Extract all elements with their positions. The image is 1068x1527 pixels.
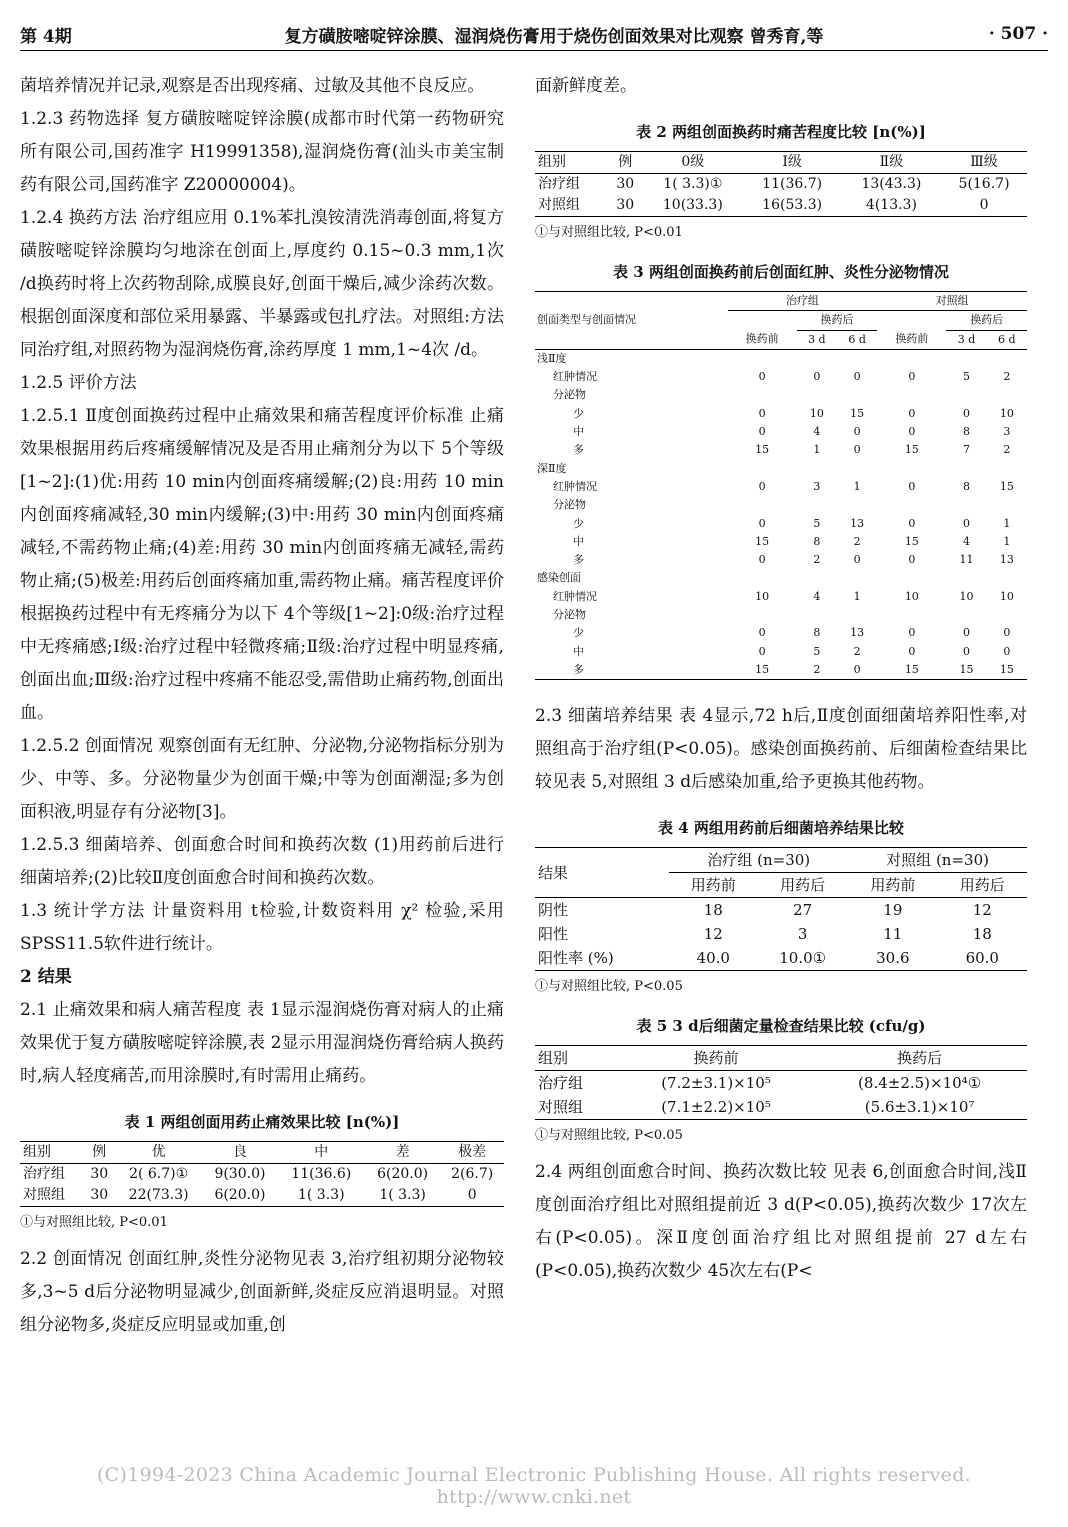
table-header: 用药后 — [959, 876, 1005, 895]
table-cell: 60.0 — [965, 949, 999, 968]
copyright-watermark: (C)1994-2023 China Academic Journal Electronic Publishing House. All rights reserved. http://www.cnki.net — [96, 1464, 972, 1508]
table-cell — [837, 460, 877, 478]
table-cell — [946, 496, 986, 514]
row-label: 分泌物 — [553, 388, 586, 402]
table-header: 0级 — [681, 154, 705, 170]
table-cell: 0 — [853, 370, 861, 384]
row-label: 红肿情况 — [553, 589, 597, 603]
table1 — [20, 1141, 504, 1207]
table-cell: 3 — [797, 925, 808, 944]
table-cell: 0 — [853, 553, 861, 567]
table-cell: 2 — [813, 553, 821, 567]
table-cell: 10 — [999, 589, 1014, 603]
table-cell: 15 — [755, 534, 770, 548]
row-label: 浅Ⅱ度 — [537, 351, 567, 365]
table-header-row — [535, 1046, 1027, 1071]
table-cell — [946, 606, 986, 624]
table-cell: 4 — [813, 425, 821, 439]
table-cell: 4 — [813, 589, 821, 603]
table-cell: 5 — [963, 370, 971, 384]
table-cell — [877, 460, 946, 478]
table-row — [535, 515, 1027, 533]
table-header: 组别 — [538, 1049, 569, 1068]
paragraph: 1.2.3 药物选择 复方磺胺嘧啶锌涂膜(成都市时代第一药物研究所有限公司,国药准字 H19991358),湿润烧伤膏(汕头市美宝制药有限公司,国药准字 Z20000004)。 — [20, 109, 504, 195]
table-header-row — [20, 1142, 504, 1164]
table-cell: 0 — [908, 479, 916, 493]
table-cell: 0 — [758, 626, 766, 640]
table-cell — [877, 496, 946, 514]
table1-caption: 表 1 两组创面用药止痛效果比较 [n(%)] — [124, 1113, 400, 1131]
table-header-row — [535, 152, 1027, 174]
table-header: 6 d — [998, 332, 1016, 346]
table-cell: 0 — [758, 553, 766, 567]
running-title: 复方磺胺嘧啶锌涂膜、湿润烧伤膏用于烧伤创面效果对比观察 曾秀育,等 — [284, 26, 824, 47]
table-header: 用药后 — [780, 876, 826, 895]
table-header: 差 — [395, 1144, 410, 1160]
table5 — [535, 1045, 1027, 1120]
table-cell: 0 — [758, 516, 766, 530]
table-header: 换药前 — [693, 1049, 739, 1068]
paragraph: 1.2.5.3 细菌培养、创面愈合时间和换药次数 (1)用药前后进行细菌培养;(2)比较Ⅱ度创面愈合时间和换药次数。 — [20, 835, 504, 888]
table-row — [535, 588, 1027, 606]
table-cell: 13(43.3) — [861, 176, 922, 192]
table-cell: 阳性 — [538, 925, 569, 944]
table-cell — [797, 569, 837, 587]
table-row — [535, 624, 1027, 642]
table2 — [535, 151, 1027, 217]
table-header: Ⅲ级 — [970, 154, 998, 170]
table-cell: 8 — [813, 626, 821, 640]
table-cell: 0 — [853, 662, 861, 676]
table3-body — [535, 349, 1027, 679]
table-cell: 2 — [813, 662, 821, 676]
table-row — [535, 606, 1027, 624]
table-row — [535, 349, 1027, 368]
table-cell: 0 — [758, 479, 766, 493]
row-label: 多 — [573, 662, 584, 676]
table-header: 例 — [618, 154, 633, 170]
paragraph: 1.3 统计学方法 计量资料用 t检验,计数资料用 χ² 检验,采用 SPSS11.5软件进行统计。 — [20, 901, 504, 954]
table-cell: 10(33.3) — [662, 197, 723, 213]
table-cell: (7.2±3.1)×10⁵ — [661, 1074, 771, 1093]
paragraph: 2.3 细菌培养结果 表 4显示,72 h后,Ⅱ度创面细菌培养阳性率,对照组高于治疗组(P<0.05)。感染创面换药前、后细菌检查结果比较见表 5,对照组 3 d后感染加重,给予更换其他药物。 — [535, 706, 1028, 793]
row-label: 分泌物 — [553, 608, 586, 622]
table-cell — [728, 349, 797, 368]
table-cell: 15 — [904, 443, 919, 457]
table-cell: 15 — [999, 662, 1014, 676]
table-header: 对照组 — [877, 292, 1027, 311]
table-cell: 0 — [908, 553, 916, 567]
table-cell: 30 — [616, 197, 635, 213]
table-row — [535, 368, 1027, 386]
table-cell — [837, 569, 877, 587]
table-row — [20, 1164, 504, 1186]
table-cell: 0 — [908, 406, 916, 420]
table-cell: 19 — [883, 901, 903, 920]
table-cell — [987, 349, 1027, 368]
paragraph: 面新鲜度差。 — [535, 76, 637, 96]
table-cell: 对照组 — [23, 1187, 65, 1203]
table-cell — [797, 496, 837, 514]
table-cell — [987, 496, 1027, 514]
table-cell: 4 — [963, 534, 971, 548]
table-cell: 2( 6.7)① — [129, 1166, 189, 1182]
table-cell: 0 — [908, 370, 916, 384]
table-cell: 10 — [999, 406, 1014, 420]
table-header: 3 d — [957, 332, 976, 346]
table-cell: 阴性 — [538, 901, 569, 920]
table-cell: 30 — [90, 1166, 109, 1182]
table-cell: 1 — [1003, 534, 1011, 548]
table-header: 中 — [314, 1144, 329, 1160]
table-row — [535, 195, 1027, 217]
table-header: 换药后 — [946, 311, 1027, 330]
table-cell — [728, 606, 797, 624]
table-cell: 15 — [959, 662, 974, 676]
table-cell — [877, 606, 946, 624]
table5-note: ①与对照组比较, P<0.05 — [535, 1128, 683, 1144]
table-cell: 5(16.7) — [958, 176, 1010, 192]
paragraph: 1.2.4 换药方法 治疗组应用 0.1%苯扎溴铵清洗消毒创面,将复方磺胺嘧啶锌涂膜均匀地涂在创面上,厚度约 0.15~0.3 mm,1次 /d换药时将上次药物刮除,成膜良好,创面干燥后,减少涂药次数。根据创面深度和部位采用暴露、半暴露或包扎疗法。对照组:方法同治疗组,对照药物为湿润烧伤膏,涂药厚度 1 mm,1~4次 /d。 — [20, 208, 504, 360]
row-label: 少 — [573, 516, 584, 530]
table-cell: (8.4±2.5)×10⁴① — [858, 1074, 982, 1093]
table-cell: 15 — [999, 479, 1014, 493]
row-label: 感染创面 — [537, 571, 581, 585]
paragraph: 2.1 止痛效果和病人痛苦程度 表 1显示湿润烧伤膏对病人的止痛效果优于复方磺胺嘧啶锌涂膜,表 2显示用湿润烧伤膏给病人换药时,病人轻度痛苦,而用涂膜时,有时需用止痛药。 — [20, 1000, 504, 1086]
table-header: 创面类型与创面情况 — [537, 313, 636, 327]
table-cell — [946, 349, 986, 368]
table-row — [20, 1185, 504, 1207]
table-cell: 2 — [1003, 443, 1011, 457]
table-cell: 0 — [758, 425, 766, 439]
table-row — [535, 898, 1027, 923]
table-cell: 10.0① — [779, 949, 827, 968]
table-row — [535, 1071, 1027, 1096]
table-header: 换药后 — [897, 1049, 943, 1068]
row-label: 多 — [573, 553, 584, 567]
table-cell — [797, 349, 837, 368]
table-cell — [946, 386, 986, 404]
table-cell — [877, 569, 946, 587]
table-cell: 对照组 — [538, 1098, 584, 1117]
table-header: 换药前 — [895, 332, 929, 346]
table-header: 例 — [92, 1144, 107, 1160]
table-cell: 12 — [703, 925, 723, 944]
row-label: 中 — [573, 534, 584, 548]
paragraph: 2.2 创面情况 创面红肿,炎性分泌物见表 3,治疗组初期分泌物较多,3~5 d后分泌物明显减少,创面新鲜,炎症反应消退明显。对照组分泌物多,炎症反应明显或加重,创 — [20, 1249, 504, 1335]
table-cell: 2(6.7) — [451, 1166, 494, 1182]
table-row — [535, 643, 1027, 661]
table-cell: 0 — [908, 644, 916, 658]
table-cell: 0 — [853, 425, 861, 439]
table-cell: 18 — [972, 925, 992, 944]
table-cell: 11 — [959, 553, 974, 567]
table-cell: 16(53.3) — [762, 197, 823, 213]
header-rule — [20, 50, 1048, 51]
table-row — [535, 405, 1027, 423]
table-row — [535, 946, 1027, 971]
table-header: 治疗组 (n=30) — [669, 848, 848, 873]
table-cell: 阳性率 (%) — [538, 949, 614, 968]
table-cell: 15 — [904, 534, 919, 548]
table-cell: 8 — [963, 479, 971, 493]
right-column — [535, 70, 1027, 1288]
table-cell: 15 — [850, 406, 865, 420]
table3 — [535, 291, 1027, 680]
table-cell — [946, 460, 986, 478]
table-cell: 2 — [853, 644, 861, 658]
table-cell: 4(13.3) — [865, 197, 917, 213]
table-header: Ⅰ级 — [782, 154, 802, 170]
table3-caption: 表 3 两组创面换药前后创面红肿、炎性分泌物情况 — [613, 263, 949, 281]
table-cell: 6(20.0) — [214, 1187, 266, 1203]
table-cell: 15 — [755, 443, 770, 457]
table-header: 优 — [151, 1144, 166, 1160]
table-cell: 10 — [809, 406, 824, 420]
row-label: 多 — [573, 443, 584, 457]
table-cell: 0 — [467, 1187, 477, 1203]
table-cell: 9(30.0) — [214, 1166, 266, 1182]
table-row — [535, 423, 1027, 441]
table-cell: 0 — [963, 516, 971, 530]
table-cell: 8 — [813, 534, 821, 548]
table-cell: 13 — [850, 516, 865, 530]
table-cell: 0 — [908, 516, 916, 530]
table-row — [535, 533, 1027, 551]
table-cell: 0 — [979, 197, 989, 213]
table-header: 极差 — [458, 1144, 487, 1160]
table-cell — [797, 460, 837, 478]
table-cell — [837, 386, 877, 404]
table-cell: 10 — [959, 589, 974, 603]
table-cell — [837, 496, 877, 514]
table4 — [535, 847, 1027, 971]
section-heading: 2 结果 — [20, 967, 72, 987]
table-cell: 15 — [755, 662, 770, 676]
table-row — [535, 1095, 1027, 1120]
table-cell: 0 — [758, 406, 766, 420]
paragraph: 1.2.5.2 创面情况 观察创面有无红肿、分泌物,分泌物指标分别为少、中等、多。分泌物量少为创面干燥;中等为创面潮湿;多为创面积液,明显存有分泌物[3]。 — [20, 736, 504, 822]
table-header: 良 — [232, 1144, 247, 1160]
table-header: 用药前 — [690, 876, 736, 895]
table-cell: 对照组 — [538, 197, 580, 213]
table-cell: 治疗组 — [538, 1074, 584, 1093]
table-cell — [987, 460, 1027, 478]
table-cell: 11(36.6) — [291, 1166, 352, 1182]
table-cell: 13 — [999, 553, 1014, 567]
table-cell: 1( 3.3)① — [663, 176, 723, 192]
table-cell: 0 — [1003, 644, 1011, 658]
table-cell — [728, 496, 797, 514]
row-label: 红肿情况 — [553, 370, 597, 384]
table-header: 换药前 — [745, 332, 779, 346]
table-cell: 0 — [853, 443, 861, 457]
table-cell — [728, 386, 797, 404]
table-cell: 40.0 — [696, 949, 730, 968]
table-row — [535, 460, 1027, 478]
table-header: 换药后 — [797, 311, 878, 330]
table-row — [535, 569, 1027, 587]
table-header: 3 d — [808, 332, 826, 346]
table-cell: 8 — [963, 425, 971, 439]
table-row — [535, 661, 1027, 680]
table-cell: 30 — [616, 176, 635, 192]
row-label: 少 — [573, 626, 584, 640]
table-row — [535, 551, 1027, 569]
table-header: Ⅱ级 — [879, 154, 904, 170]
table-row — [535, 922, 1027, 946]
table-cell: 11(36.7) — [762, 176, 823, 192]
table-header: 治疗组 — [728, 292, 878, 311]
table-cell: 1( 3.3) — [379, 1187, 426, 1203]
table-cell: 27 — [793, 901, 813, 920]
table2-note: ①与对照组比较, P<0.01 — [535, 225, 683, 240]
table-cell — [728, 569, 797, 587]
table-cell — [987, 569, 1027, 587]
table-cell: 治疗组 — [538, 176, 580, 192]
table2-caption: 表 2 两组创面换药时痛苦程度比较 [n(%)] — [636, 123, 926, 141]
table-header: 用药前 — [870, 876, 916, 895]
table-cell: 5 — [813, 644, 821, 658]
table-cell: 0 — [758, 644, 766, 658]
table-cell: 11 — [883, 925, 903, 944]
table-cell: (7.1±2.2)×10⁵ — [661, 1098, 771, 1117]
table-cell: 0 — [908, 626, 916, 640]
paragraph: 2.4 两组创面愈合时间、换药次数比较 见表 6,创面愈合时间,浅Ⅱ度创面治疗组比对照组提前近 3 d(P<0.05),换药次数少 17次左右(P<0.05)。深Ⅱ度创面治疗组比对照组提前 27 d左右(P<0.05),换药次数少 45次左右(P< — [535, 1162, 1027, 1282]
table-row — [535, 386, 1027, 404]
left-column — [20, 70, 504, 1342]
table-cell: 1( 3.3) — [297, 1187, 345, 1203]
table-cell — [946, 569, 986, 587]
table-cell: 0 — [758, 370, 766, 384]
table-cell: 7 — [963, 443, 971, 457]
table-cell: 1 — [853, 479, 861, 493]
table-cell: 30.6 — [876, 949, 910, 968]
table-header: 结果 — [535, 848, 669, 898]
table-header-row — [535, 292, 1027, 311]
table-cell: 0 — [963, 626, 971, 640]
table-cell — [987, 386, 1027, 404]
table-cell — [987, 606, 1027, 624]
row-label: 深Ⅱ度 — [537, 461, 567, 475]
table-cell: 1 — [853, 589, 861, 603]
paragraph: 1.2.5 评价方法 — [20, 373, 137, 393]
table-cell: 5 — [813, 516, 821, 530]
row-label: 中 — [573, 644, 584, 658]
table-cell — [837, 349, 877, 368]
table-header: 组别 — [23, 1144, 51, 1160]
table-cell: 10 — [755, 589, 770, 603]
paragraph: 菌培养情况并记录,观察是否出现疼痛、过敏及其他不良反应。 — [20, 76, 485, 96]
table-header-row — [535, 848, 1027, 873]
table-header: 对照组 (n=30) — [848, 848, 1027, 873]
table-cell: 6(20.0) — [377, 1166, 429, 1182]
table-cell: (5.6±3.1)×10⁷ — [864, 1098, 975, 1117]
table-cell: 13 — [850, 626, 865, 640]
table-row — [535, 174, 1027, 196]
table-cell: 18 — [703, 901, 723, 920]
table-header: 6 d — [848, 332, 866, 346]
table-cell: 3 — [1003, 425, 1011, 439]
paragraph: 1.2.5.1 Ⅱ度创面换药过程中止痛效果和痛苦程度评价标准 止痛效果根据用药后疼痛缓解情况及是否用止痛剂分为以下 5个等级[1~2]:(1)优:用药 10 min内创面疼痛缓解;(2)良:用药 10 min内创面疼痛减轻,30 min内缓解;(3)中:用药 30 min内创面疼痛减轻,不需药物止痛;(4)差:用药 30 min内创面疼痛无减轻,需药物止痛;(5)极差:用药后创面疼痛加重,需药物止痛。痛苦程度评价根据换药过程中有无疼痛分为以下 4个等级[1~2]:0级:治疗过程中无疼痛感;Ⅰ级:治疗过程中轻微疼痛;Ⅱ级:治疗过程中明显疼痛,创面出血;Ⅲ级:治疗过程中疼痛不能忍受,需借助止痛药物,创面出血。 — [20, 406, 504, 723]
table-cell — [837, 606, 877, 624]
table-cell: 0 — [813, 370, 821, 384]
row-label: 红肿情况 — [553, 479, 597, 493]
table-cell: 0 — [908, 425, 916, 439]
table-cell: 0 — [1003, 626, 1011, 640]
table-cell: 15 — [904, 662, 919, 676]
table-cell: 10 — [904, 589, 919, 603]
table-cell: 0 — [963, 406, 971, 420]
table1-note: ①与对照组比较, P<0.01 — [20, 1215, 168, 1230]
table-cell: 12 — [972, 901, 992, 920]
table-cell: 1 — [813, 443, 821, 457]
issue-number: 第 4期 — [20, 26, 72, 47]
table-row — [535, 478, 1027, 496]
row-label: 中 — [573, 425, 584, 439]
table4-caption: 表 4 两组用药前后细菌培养结果比较 — [658, 819, 904, 838]
table-header: 组别 — [538, 154, 566, 170]
table-cell: 2 — [853, 534, 861, 548]
row-label: 少 — [573, 406, 584, 420]
table-cell: 3 — [813, 479, 821, 493]
table-cell — [877, 386, 946, 404]
table-cell: 治疗组 — [23, 1166, 65, 1182]
table-row — [535, 441, 1027, 459]
table-cell: 22(73.3) — [128, 1187, 189, 1203]
table-row — [535, 496, 1027, 514]
table-cell — [877, 349, 946, 368]
table5-caption: 表 5 3 d后细菌定量检查结果比较 (cfu/g) — [636, 1017, 926, 1036]
table-cell — [797, 386, 837, 404]
table-cell: 0 — [963, 644, 971, 658]
table4-note: ①与对照组比较, P<0.05 — [535, 979, 683, 995]
table-cell — [797, 606, 837, 624]
row-label: 分泌物 — [553, 498, 586, 512]
table-cell — [728, 460, 797, 478]
page-header — [20, 18, 1048, 50]
table-cell: 1 — [1003, 516, 1011, 530]
table-cell: 30 — [90, 1187, 109, 1203]
table-cell: 2 — [1003, 370, 1011, 384]
page-number: · 507 · — [988, 24, 1048, 44]
